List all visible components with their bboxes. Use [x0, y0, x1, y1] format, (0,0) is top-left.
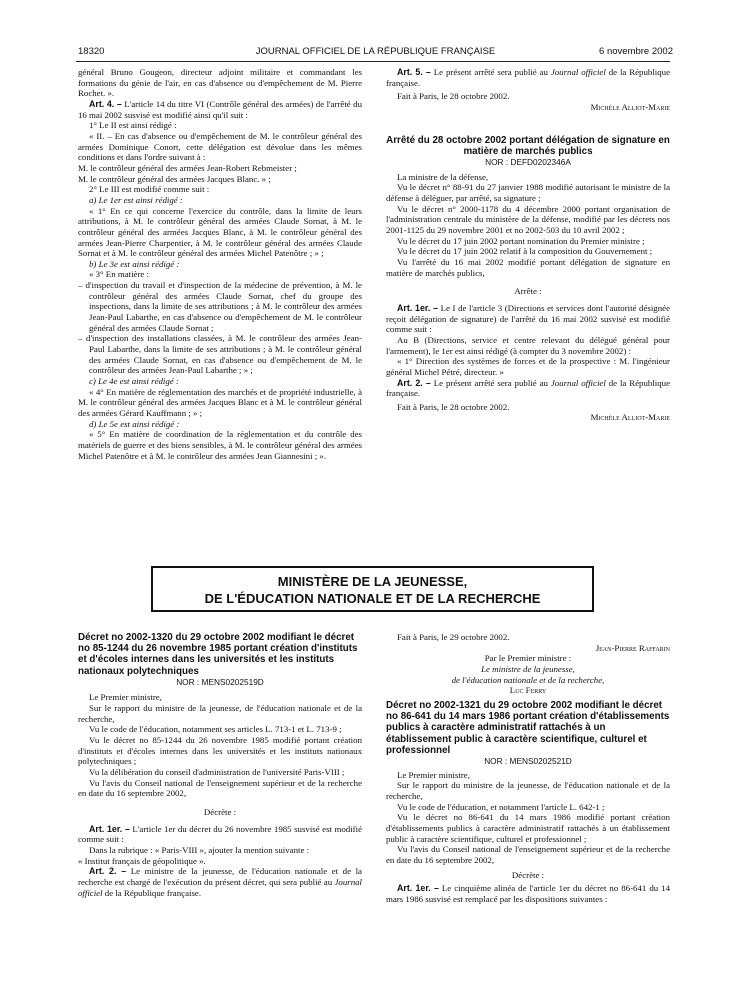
paragraph: Sur le rapport du ministre de la jeunesse, de l'éducation nationale et de la recherche,: [386, 780, 670, 801]
paragraph: Vu l'avis du Conseil national de l'enseignement supérieur et de la recherche en date du 16 septembre 2002,: [386, 844, 670, 865]
signature-minister: Luc Ferry: [509, 685, 547, 696]
article-text: Le présent arrêté sera publié au: [430, 377, 551, 388]
paragraph: Le Premier ministre,: [397, 769, 470, 780]
page-header: [0, 46, 751, 60]
paragraph: Le Premier ministre,: [89, 692, 162, 703]
article-label: Art. 4. –: [89, 98, 122, 109]
paragraph: d) Le 5e est ainsi rédigé :: [89, 418, 180, 429]
paragraph: Vu le code de l'éducation, notamment ses articles L. 713-1 et L. 713-9 ;: [89, 724, 342, 735]
paragraph: 1° Le II est ainsi rédigé :: [89, 120, 177, 131]
paragraph: Au B (Directions, service et centre relevant du délégué général pour l'armement), le 1er est ainsi rédigé (à compter du 3 novembre 2002) :: [386, 334, 670, 356]
article-1: [386, 883, 670, 904]
paragraph: M. le contrôleur général des armées Jean-Robert Rebmeister ;: [78, 162, 297, 173]
article-2: [78, 866, 362, 898]
paragraph: « II. – En cas d'absence ou d'empêchement de M. le contrôleur général des armées Dominique Conort, cette délégation est dévolue dans les mêmes conditions et dans l'ordre suivant à :: [78, 130, 362, 163]
paragraph: Vu le décret du 17 juin 2002 relatif à la composition du Gouvernement ;: [397, 246, 653, 257]
place-date: Fait à Paris, le 28 octobre 2002.: [397, 401, 510, 412]
article-1: [78, 824, 362, 845]
list-item: – d'inspection des installations classées, à M. le contrôleur des armées Jean-Paul Labarthe, dans la limite de ses attributions ; à M. le contrôleur général des armées Claude Sornat, en cas d'absence ou d'empêchement de M. le contrôleur des armées Jean-Paul Labarthe ; » ;: [78, 333, 362, 376]
article-1: [386, 303, 670, 335]
nor-reference: NOR : DEFD0202346A: [485, 157, 571, 168]
article-5: [386, 67, 670, 88]
article-label: Art. 5. –: [397, 67, 431, 77]
paragraph: « 3° En matière :: [89, 269, 150, 280]
ministry-line-1: MINISTÈRE DE LA JEUNESSE,: [277, 574, 468, 589]
left-top-column: [78, 67, 362, 461]
paragraph: « 1° En ce qui concerne l'exercice du contrôle, dans la limite de leurs attributions, à M. le contrôleur général des armées Claude Sornat, à M. le contrôleur général des armées Jacques Blanc, à M. le contrôleur général des armées Jean-Pierre Charpentier, à M. le contrôleur général des armées Claude Sornat et à M. le contrôleur général des armées Michel Patenôtre ; » ;: [78, 205, 362, 259]
paragraph: c) Le 4e est ainsi rédigé :: [89, 376, 179, 387]
article-2: [386, 378, 670, 399]
decree-title: Décret no 2002-1320 du 29 octobre 2002 modifiant le décret no 85-1244 du 26 novembre 1985 portant création d'instituts et d'écoles internes dans les universités et les instituts nationaux polytechniques: [78, 632, 358, 677]
minister-title-line-2: de l'éducation nationale et de la recherche,: [451, 674, 605, 685]
article-text: L'article 1er du décret du 26 novembre 1985 susvisé est modifié comme suit :: [78, 823, 363, 845]
paragraph: « 1° Direction des systèmes de forces et de la prospective : M. l'ingénieur général Michel Pétré, directeur. »: [386, 356, 670, 377]
decree-title: Décret no 2002-1321 du 29 octobre 2002 modifiant le décret no 86-641 du 14 mars 1986 portant création d'établissements publics à caractère administratif rattachés à un établissement public à caractère scientifique, culturel et professionnel: [386, 699, 670, 756]
decree-title: Arrêté du 28 octobre 2002 portant délégation de signature en matière de marchés publics: [386, 134, 670, 157]
minister-title-line-1: Le ministre de la jeunesse,: [481, 663, 575, 674]
page-number: 18320: [78, 46, 105, 57]
ministry-heading-box: [151, 566, 594, 612]
right-top-column: [386, 67, 670, 423]
place-date: Fait à Paris, le 29 octobre 2002.: [397, 632, 510, 642]
paragraph: Sur le rapport du ministre de la jeunesse, de l'éducation nationale et de la recherche,: [78, 703, 362, 724]
left-bottom-column: [78, 632, 362, 898]
journal-ref: Journal officiel: [550, 67, 606, 77]
decrete-heading: Décrète :: [511, 869, 545, 880]
article-text: Le cinquième alinéa de l'article 1er du décret no 86-641 du 14 mars 1986 susvisé est remplacé par les dispositions suivantes :: [386, 883, 671, 904]
article-label: Art. 1er. –: [397, 883, 439, 894]
journal-ref: Journal officiel: [78, 876, 362, 898]
nor-reference: NOR : MENS0202521D: [484, 755, 572, 766]
signature: Michèle Alliot-Marie: [590, 101, 670, 112]
article-text: de la République française.: [386, 67, 671, 88]
right-bottom-column: [386, 632, 670, 904]
paragraph: Dans la rubrique : « Paris-VIII », ajouter la mention suivante :: [89, 845, 310, 855]
paragraph: 2° Le III est modifié comme suit :: [89, 184, 210, 195]
paragraph: Vu le décret no 86-641 du 14 mars 1986 modifié portant création d'établissements publics à caractère administratif rattachés à un établissement public à caractère scientifique, culturel et professionnel ;: [386, 812, 670, 844]
article-text: L'article 14 du titre VI (Contrôle général des armées) de l'arrêté du 16 mai 2002 susvisé est modifié ainsi qu'il suit :: [78, 98, 362, 120]
article-label: Art. 1er. –: [89, 823, 130, 834]
journal-title: JOURNAL OFFICIEL DE LA RÉPUBLIQUE FRANÇAISE: [255, 46, 496, 57]
paragraph: général Bruno Gougeon, directeur adjoint militaire et commandant les formations du génie de l'air, en cas d'absence ou d'empêchement de M. Pierre Rochet. ».: [78, 67, 362, 99]
paragraph: « 4° En matière de réglementation des marchés et de propriété industrielle, à M. le contrôleur général des armées Jacques Blanc et à M. le contrôleur général des armées Gérard Kauffmann ; » ;: [78, 386, 362, 418]
article-text: de la République française.: [102, 887, 202, 898]
signature: Michèle Alliot-Marie: [590, 412, 670, 423]
article-label: Art. 2. –: [397, 377, 431, 388]
place-date: Fait à Paris, le 28 octobre 2002.: [397, 91, 510, 102]
ministry-line-2: DE L'ÉDUCATION NATIONALE ET DE LA RECHERCHE: [204, 591, 541, 606]
article-label: Art. 1er. –: [397, 302, 439, 313]
article-label: Art. 2. –: [89, 866, 127, 877]
paragraph: La ministre de la défense,: [397, 171, 489, 182]
paragraph: « Institut français de géopolitique ».: [78, 855, 206, 866]
paragraph: Vu le décret n° 2000-1178 du 4 décembre 2000 portant organisation de l'administration centrale du ministère de la défense, modifié par les décrets nos 2001-1125 du 29 novembre 2001 et no 2002-503 du 10 avril 2002 ;: [386, 203, 670, 235]
header-rule: [76, 61, 670, 62]
arrete-heading: Arrête :: [514, 286, 542, 297]
paragraph: Vu la délibération du conseil d'administration de l'université Paris-VIII ;: [89, 767, 345, 778]
countersign-intro: Par le Premier ministre :: [484, 653, 572, 664]
paragraph: Vu l'arrêté du 16 mai 2002 modifié portant délégation de signature en matière de marchés publics,: [386, 256, 670, 278]
journal-ref: Journal officiel: [550, 377, 606, 388]
issue-date: 6 novembre 2002: [599, 46, 673, 57]
paragraph: Vu l'avis du Conseil national de l'enseignement supérieur et de la recherche en date du 16 septembre 2002,: [78, 777, 362, 799]
article-text: Le I de l'article 3 (Directions et services dont l'autorité désignée reçoit délégation de signature) de l'arrêté du 16 mai 2002 susvisé est modifié comme suit :: [386, 302, 670, 335]
paragraph: a) Le 1er est ainsi rédigé :: [89, 194, 183, 205]
list-item: – d'inspection du travail et d'inspection de la médecine de prévention, à M. le contrôleur général des armées Claude Sornat, chef du groupe des inspections, dans la limite de ses attributions ; à M. le contrôleur des armées Jean-Paul Labarthe, en cas d'absence ou d'empêchement de M. le contrôleur général des armées Claude Sornat ;: [78, 280, 362, 333]
signature-prime-minister: Jean-Pierre Raffarin: [595, 642, 670, 653]
article-text: Le ministre de la jeunesse, de l'éducation nationale et de la recherche est chargé de l'exécution du présent décret, qui sera publié au: [78, 866, 362, 887]
article-4: [78, 99, 362, 120]
paragraph: M. le contrôleur général des armées Jacques Blanc. » ;: [78, 173, 271, 184]
paragraph: Vu le décret no 85-1244 du 26 novembre 1985 modifié portant création d'instituts et d'écoles internes dans les universités et les instituts nationaux polytechniques ;: [78, 735, 362, 767]
article-text: de la République française.: [386, 377, 671, 399]
nor-reference: NOR : MENS0202519D: [176, 676, 264, 687]
paragraph: Vu le décret n° 88-91 du 27 janvier 1988 modifié autorisant le ministre de la défense à déléguer, par arrêté, sa signature ;: [386, 182, 670, 203]
paragraph: Vu le décret du 17 juin 2002 portant nomination du Premier ministre ;: [397, 235, 645, 246]
paragraph: b) Le 3e est ainsi rédigé :: [89, 258, 180, 269]
article-text: Le présent arrêté sera publié au: [430, 67, 551, 77]
paragraph: Vu le code de l'éducation, et notamment l'article L. 642-1 ;: [397, 801, 605, 812]
paragraph: « 5° En matière de coordination de la réglementation et du contrôle des matériels de guerre et des biens sensibles, à M. le contrôleur général des armées Michel Patenôtre et à M. le contrôleur des armées Jean Giannesini ; ».: [78, 429, 362, 461]
decrete-heading: Décrète :: [203, 807, 237, 818]
